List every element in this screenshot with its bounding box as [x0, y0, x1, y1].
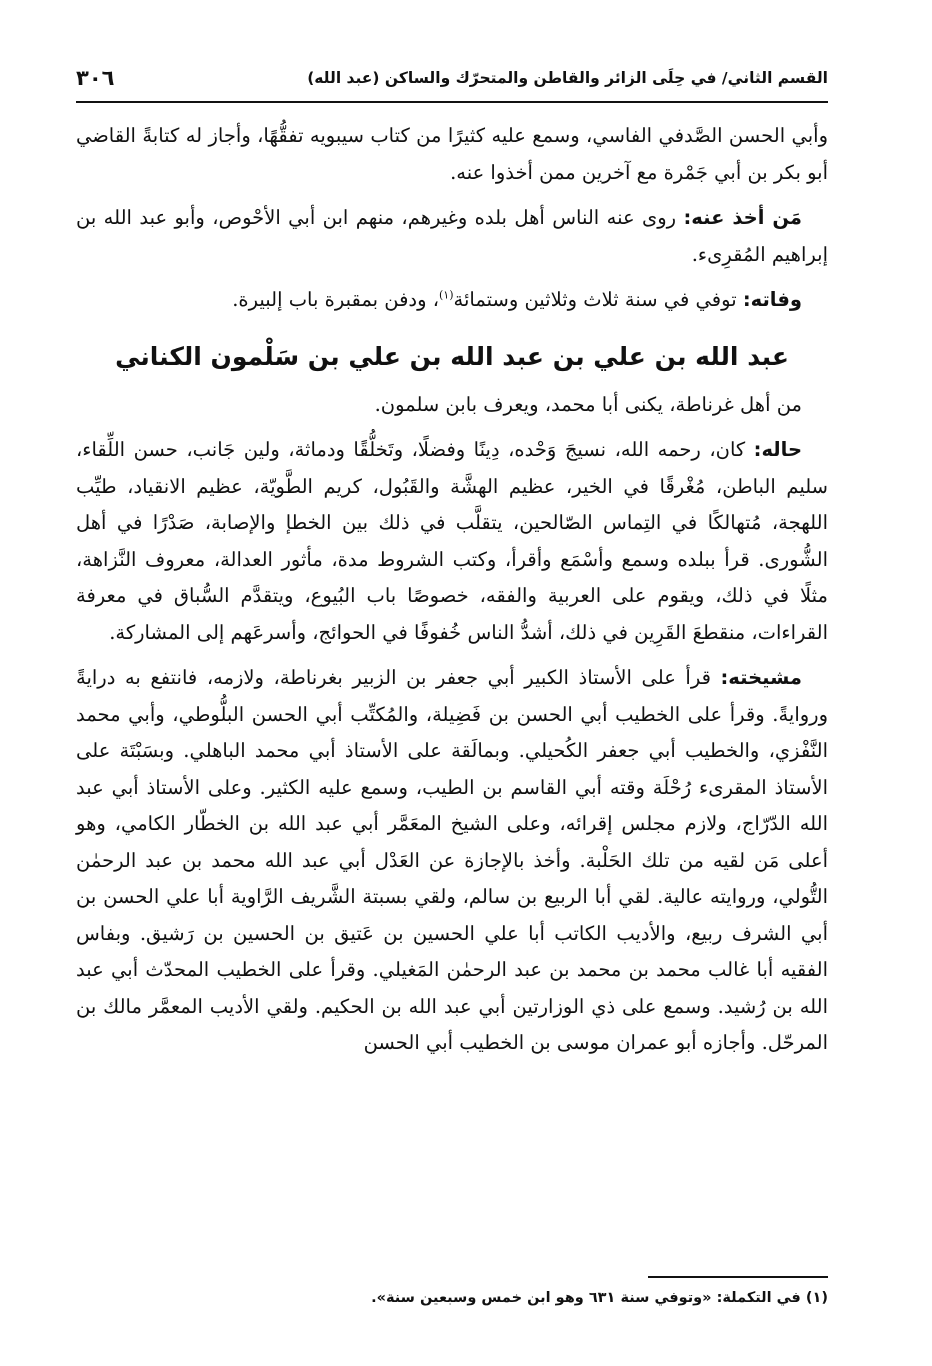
header-divider [76, 101, 828, 103]
main-text [76, 118, 828, 1071]
teachers-text: قرأ على الأستاذ الكبير أبي جعفر بن الزبير بغرناطة، ولازمه، فانتفع به درايةً وروايةً. وقرأ على الخطيب أبي الحسن بن فَضِيلة، والمُكتِّب أبي الحسن البلُّوطي، وأبي محمد النَّفْزي، والخطيب أبي جعفر الكُحيلي. وبمالَقة على الأستاذ أبي محمد الباهلي. وبسَبْتَة على الأستاذ المقرىء رُحْلَة وقته أبي القاسم بن الطيب، وسمع عليه الكثير. وعلى الأستاذ أبي عبد الله الدّرّاج، ولازم مجلس إقرائه، وعلى الشيخ المعَمَّر أبي عبد الله بن الخطّار الكامي، وهو أعلى مَن لقيه من تلك الحَلْبة. وأخذ بالإجازة عن العَدْل أبي عبد الله محمد بن عبد الرحمٰن التُّولي، وروايته عالية. لقي أبا الربيع بن سالم، ولقي بسبتة الشَّريف الرَّاوية أبا علي الحسن بن أبي الشرف ربيع، والأديب الكاتب أبا علي الحسين بن عَتيق بن الحسين بن رَشيق. وبفاس الفقيه أبا غالب محمد بن محمد بن عبد الرحمٰن المَغيلي. وقرأ على الخطيب المحدّث أبي عبد الله بن رُشيد. وسمع على ذي الوزارتين أبي عبد الله بن الحكيم. ولقي الأديب المعمَّر مالك بن المرحّل. وأجازه أبو عمران موسى بن الخطيب أبي الحسن [76, 666, 828, 1054]
paragraph-origin: من أهل غرناطة، يكنى أبا محمد، ويعرف بابن سلمون. [374, 392, 802, 416]
footnote-reference: (١) [439, 288, 454, 302]
paragraph-students [76, 200, 828, 273]
paragraph-death [76, 282, 828, 319]
footnote-text: في التكملة: «وتوفي سنة ٦٣١ وهو ابن خمس وسبعين سنة». [371, 1290, 801, 1306]
death-label: وفاته: [742, 288, 802, 311]
death-text: توفي في سنة ثلاث وثلاثين وستمائة [453, 288, 743, 311]
footnote [76, 1290, 828, 1306]
paragraph-teachers [76, 660, 828, 1062]
death-text-end: ، ودفن بمقبرة باب إلبيرة. [232, 288, 439, 311]
students-text: روى عنه الناس أهل بلده وغيرهم، منهم ابن أبي الأحْوص، وأبو عبد الله بن إبراهيم المُقرِىء. [76, 206, 828, 266]
teachers-label: مشيخته: [720, 666, 802, 689]
footnote-divider [648, 1276, 828, 1278]
character-text: كان، رحمه الله، نسيجَ وَحْده، دِينًا وفضلًا، وتَخلُّقًا ودماثة، ولين جَانب، حسن اللِّقاء، سليم الباطن، مُغْرقًا في الخير، عظيم الهشَّة والقَبُول، كريم الطَّويّة، عظيم الانقياد، طيِّب اللهجة، مُتهالكًا في التِماس الصّالحين، يتقلَّب في ذلك بين الخطإ والإصابة، صَدْرًا في أهل الشُّورى. قرأ ببلده وسمع وأسْمَع وأقرأ، وكتب الشروط مدة، مأثور العدالة، معروف النَّزاهة، مثلًا في ذلك، ويقوم على العربية والفقه، خصوصًا باب البُيوع، ويتقدَّم السُّباق في معرفة القراءات، منقطعَ القَرِين في ذلك، أشدُّ الناس خُفوفًا في الحوائج، وأسرعَهم إلى المشاركة. [76, 438, 828, 644]
paragraph-character [76, 432, 828, 651]
character-label: حاله: [753, 438, 802, 461]
paragraph-continuation: وأبي الحسن الصَّدفي الفاسي، وسمع عليه كثيرًا من كتاب سيبويه تفقُّهًا، وأجاز له كتابةً القاضي أبو بكر بن أبي جَمْرة مع آخرين ممن أخذوا عنه. [76, 124, 828, 184]
page-header [76, 60, 828, 96]
entry-title: عبد الله بن علي بن عبد الله بن علي بن سَلْمون الكناني [115, 341, 789, 371]
page-number: ٣٠٦ [76, 66, 115, 90]
footnote-number: (١) [805, 1290, 828, 1306]
running-title: القسم الثاني/ في حِلَى الزائر والقاطن والمتحرّك والساكن (عبد الله) [307, 69, 828, 87]
students-label: مَن أخذ عنه: [683, 206, 802, 229]
